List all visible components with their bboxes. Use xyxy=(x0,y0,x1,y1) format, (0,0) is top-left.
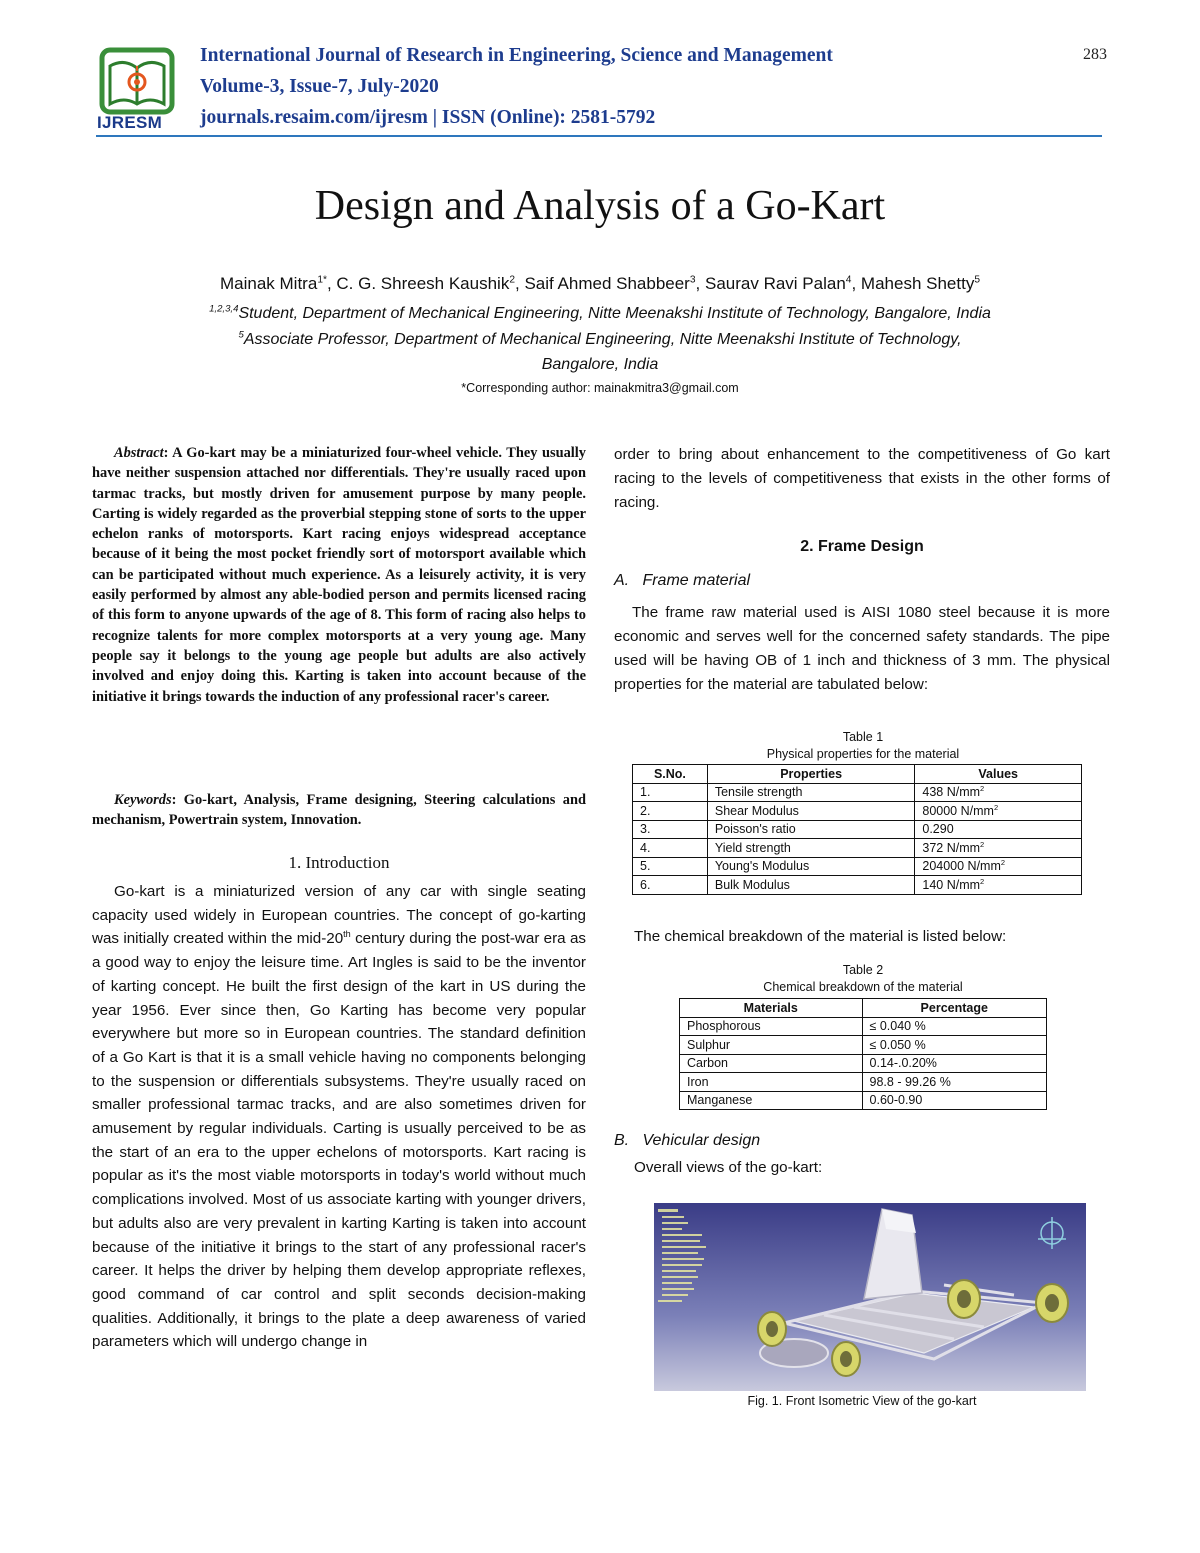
table-cell: 3. xyxy=(633,820,708,839)
frame-material-paragraph: The frame raw material used is AISI 1080 steel because it is more economic and serves well for the concerned safety standards. The pipe used will be having OB of 1 inch and thickness of 3 mm. The physical properties for the material are tabulated below: xyxy=(614,604,1110,693)
aff-text: Associate Professor, Department of Mechanical Engineering, Nitte Meenakshi Institute of Technology, xyxy=(243,331,962,348)
intro-text-b: century during the post-war era as a good way to enjoy the leisure time. Art Ingles is said to be the inventor of karting concept. He built the first design of the kart in US during the year 1956. Ever since then, Go Karting has become very popular everywhere but more so in European countries. The standard definition of a Go Kart is that it is a small vehicle having no components belonging to the suspension or differentials subsystems. They're usually raced on smaller professional tarmac tracks, and are also sometimes driven for amusement by regular individuals. Carting is usually perceived to be as the start of an era to the upper echelons of motorsports. Kart racing is popular as it's the most viable motorsports in today's world without much complications involved. Most of us associate karting with younger drivers, but adults also are very prevalent in karting Karting is taken into account because of the initiative it brings to the start of any professional racer's career. It helps the driver by helping them develop appropriate reflexes, good command of car control and split seconds decision-making qualities. Additionally, it brings to the plate a deep awareness of varied parameters which will undergo change in xyxy=(92,930,586,1351)
abstract-label: Abstract xyxy=(114,445,164,461)
table-cell: 2. xyxy=(633,802,708,821)
table-row xyxy=(680,1054,1047,1073)
table-cell: 140 $N/mm^2$ xyxy=(915,876,1082,895)
keywords-text: : Go-kart, Analysis, Frame designing, Steering calculations and mechanism, Powertrain system, Innovation. xyxy=(92,792,586,829)
table-row xyxy=(633,876,1082,895)
table-cell: 0.60-0.90 xyxy=(862,1091,1046,1110)
table-cell: 5. xyxy=(633,857,708,876)
table-cell: 0.14-.0.20% xyxy=(862,1054,1046,1073)
table-cell: Carbon xyxy=(680,1054,863,1073)
author-sup: 5 xyxy=(974,274,980,286)
table2-title: Chemical breakdown of the material xyxy=(763,980,963,994)
table-row xyxy=(633,783,1082,802)
table-cell: 372 $N/mm^2$ xyxy=(915,839,1082,858)
table-cell: 98.8 - 99.26 % xyxy=(862,1073,1046,1092)
affiliation-1 xyxy=(0,305,1200,323)
go-kart-cad-figure xyxy=(654,1203,1086,1391)
table-cell: 204000 $N/mm^2$ xyxy=(915,857,1082,876)
affiliation-3: Bangalore, India xyxy=(541,356,659,373)
table-row xyxy=(633,802,1082,821)
table-cell: 80000 $N/mm^2$ xyxy=(915,802,1082,821)
table-cell: Yield strength xyxy=(707,839,915,858)
table-cell: Iron xyxy=(680,1073,863,1092)
table-header: Properties xyxy=(707,765,915,784)
author-list: Mainak Mitra$^{1*}$, C. G. Shreesh Kaushik$^2$, Saif Ahmed Shabbeer$^3$, Saurav Ravi Palan$^4$, Mahesh Shetty$^5$ xyxy=(220,274,980,293)
table-cell: 438 $N/mm^2$ xyxy=(915,783,1082,802)
table-cell: Tensile strength xyxy=(707,783,915,802)
table-cell: Phosphorous xyxy=(680,1017,863,1036)
chemical-intro: The chemical breakdown of the material is listed below: xyxy=(634,928,1007,945)
header-rule xyxy=(96,135,1102,137)
continued-paragraph: order to bring about enhancement to the competitiveness of Go kart racing to the levels of competitiveness that exists in the other forms of racing. xyxy=(614,446,1110,511)
author-name: Saurav Ravi Palan xyxy=(704,274,846,293)
journal-name: International Journal of Research in Engineering, Science and Management xyxy=(200,45,833,66)
table1-number: Table 1 xyxy=(842,730,884,744)
author-sup: 4 xyxy=(845,274,852,286)
keywords xyxy=(92,790,586,831)
aff-text: Student, Department of Mechanical Engineering, Nitte Meenakshi Institute of Technology, Bangalore, India xyxy=(238,305,991,322)
introduction-paragraph xyxy=(92,880,586,1354)
table2-number: Table 2 xyxy=(842,963,884,977)
author-name: Mahesh Shetty xyxy=(860,274,975,293)
table-cell: Young's Modulus xyxy=(707,857,915,876)
journal-issn: journals.resaim.com/ijresm | ISSN (Online): 2581-5792 xyxy=(200,107,656,128)
table-row xyxy=(680,1017,1047,1036)
aff-sup: 5 xyxy=(238,329,244,341)
table-cell: Bulk Modulus xyxy=(707,876,915,895)
figure-caption: Fig. 1. Front Isometric View of the go-kart xyxy=(747,1394,977,1408)
table-row xyxy=(680,1073,1047,1092)
section-heading-frame-design: 2. Frame Design xyxy=(800,538,924,555)
abstract xyxy=(92,443,586,707)
table-header: Values xyxy=(915,765,1082,784)
journal-volume: Volume-3, Issue-7, July-2020 xyxy=(200,76,439,97)
keywords-label: Keywords xyxy=(114,792,172,808)
table-cell: Sulphur xyxy=(680,1036,863,1055)
table-header: S.No. xyxy=(633,765,708,784)
table-header: Materials xyxy=(680,999,863,1018)
subsection-vehicular-design: B. Vehicular design xyxy=(614,1132,761,1149)
subsection-frame-material: A. Frame material xyxy=(614,572,751,589)
table-header-row xyxy=(633,765,1082,784)
page-number: 283 xyxy=(1083,46,1107,63)
table1-title: Physical properties for the material xyxy=(766,747,960,761)
author-name: Mainak Mitra xyxy=(220,274,318,293)
author-name: Saif Ahmed Shabbeer xyxy=(524,274,690,293)
table-cell: 6. xyxy=(633,876,708,895)
table-row xyxy=(633,820,1082,839)
author-sup: 1* xyxy=(317,274,327,286)
table-cell: Poisson's ratio xyxy=(707,820,915,839)
physical-properties-table xyxy=(632,764,1082,895)
chemical-breakdown-table xyxy=(679,998,1047,1110)
overall-views-text: Overall views of the go-kart: xyxy=(634,1159,823,1176)
table-row xyxy=(633,839,1082,858)
table-cell: 0.290 xyxy=(915,820,1082,839)
table2-caption xyxy=(480,962,1200,996)
table-cell: Manganese xyxy=(680,1091,863,1110)
author-sup: 3 xyxy=(689,274,696,286)
table-cell: ≤ 0.050 % xyxy=(862,1036,1046,1055)
abstract-text: : A Go-kart may be a miniaturized four-wheel vehicle. They usually have neither suspension attached nor differentials. They're usually raced upon tarmac tracks, but mostly driven for amusement purpose by many people. Carting is widely regarded as the proverbial stepping stone of sorts to the upper echelon ranks of motorsports. Kart racing enjoys widespread acceptance because of it being the most pocket friendly sort of motorsport available which can be participated without much experience. As a leisurely activity, it is very easily performed by almost any able-bodied person and permits licensed racing of this form to anyone upwards of the age of 8. This form of racing also helps to recognize talents for more complex motorsports at a very young age. Many people say it belongs to the young age people but adults are also actively involved and enjoy doing this. Karting is taken into account because of the initiative it brings towards the induction of any professional racer's career. xyxy=(92,445,586,705)
table-row xyxy=(680,1091,1047,1110)
intro-sup: th xyxy=(343,929,351,940)
section-heading-introduction: 1. Introduction xyxy=(288,853,390,872)
table-header-row xyxy=(680,999,1047,1018)
logo-text: IJRESM xyxy=(97,113,163,132)
table-header: Percentage xyxy=(862,999,1046,1018)
table1-caption xyxy=(480,729,1200,763)
author-name: C. G. Shreesh Kaushik xyxy=(336,274,510,293)
table-row xyxy=(633,857,1082,876)
table-cell: 1. xyxy=(633,783,708,802)
table-cell: Shear Modulus xyxy=(707,802,915,821)
table-row xyxy=(680,1036,1047,1055)
aff-sup: 1,2,3,4 xyxy=(209,303,239,315)
table-cell: 4. xyxy=(633,839,708,858)
corresponding-author: *Corresponding author: mainakmitra3@gmail.com xyxy=(461,381,739,395)
intro-text-a: Go-kart is a miniaturized version of any car with single seating capacity used widely in European countries. The concept of go-karting was initially created within the mid-20 xyxy=(92,883,586,948)
table-cell: ≤ 0.040 % xyxy=(862,1017,1046,1036)
affiliation-2 xyxy=(0,331,1200,349)
author-sup: 2 xyxy=(509,274,515,286)
paper-title: Design and Analysis of a Go-Kart xyxy=(314,183,886,229)
